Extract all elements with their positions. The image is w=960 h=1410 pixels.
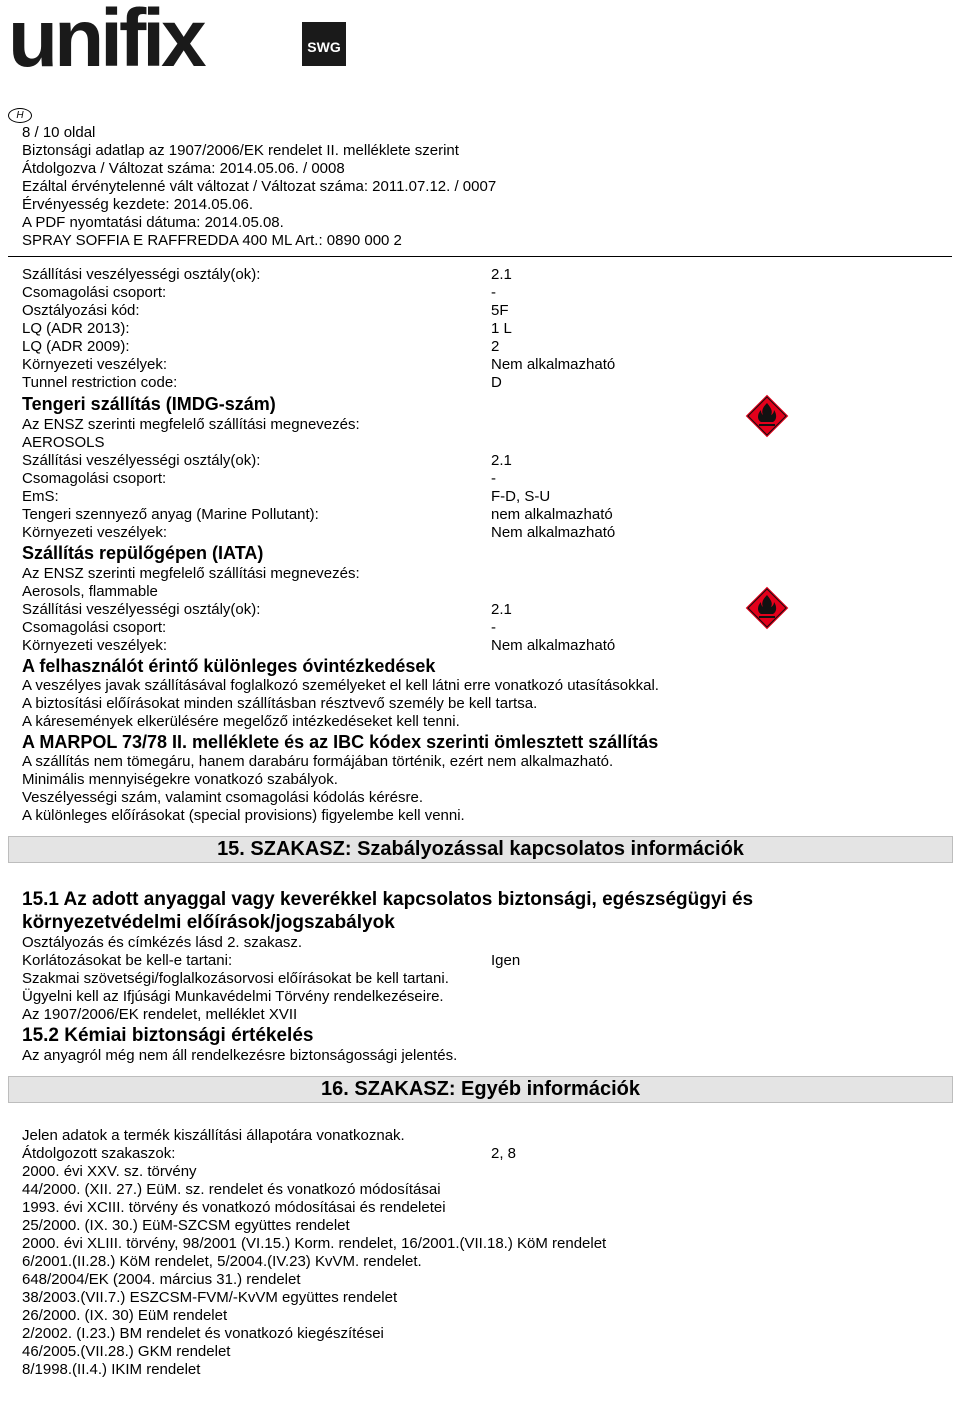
adr-label: Csomagolási csoport: [22,284,167,301]
unifix-logo [8,4,353,74]
adr-value: 2.1 [491,266,512,283]
adr-label: Szállítási veszélyességi osztály(ok): [22,266,261,283]
imdg-label: Környezeti veszélyek: [22,524,168,541]
marpol-line: A szállítás nem tömegáru, hanem darabáru formájában történik, ezért nem alkalmazható. [22,753,614,770]
revised-sections-value: 2, 8 [491,1145,517,1162]
precautions-heading: A felhasználót érintő különleges óvintézkedések [22,656,436,676]
regulation-line: Az 1907/2006/EK rendelet, melléklet XVII [22,1006,298,1023]
subsection-15-2-heading: 15.2 Kémiai biztonsági értékelés [22,1025,314,1046]
imdg-label: Tengeri szennyező anyag (Marine Pollutant): [22,506,319,523]
imdg-value: - [491,470,496,487]
law-line: 8/1998.(II.4.) IKIM rendelet [22,1361,201,1378]
adr-label: Tunnel restriction code: [22,374,178,391]
imdg-value: Nem alkalmazható [491,524,616,541]
safety-assessment-note: Az anyagról még nem áll rendelkezésre biztonságossági jelentés. [22,1047,458,1064]
adr-value: - [491,284,496,301]
section-15-bar: 15. SZAKASZ: Szabályozással kapcsolatos információk [8,836,953,863]
swg-emblem [302,22,346,66]
imdg-name-value: AEROSOLS [22,434,105,451]
iata-label: Csomagolási csoport: [22,619,167,636]
marpol-line: Veszélyességi szám, valamint csomagolási kódolás kérésre. [22,789,424,806]
restriction-label: Korlátozásokat be kell-e tartani: [22,952,233,969]
adr-value: 1 L [491,320,512,337]
marpol-heading: A MARPOL 73/78 II. melléklete és az IBC kódex szerinti ömlesztett szállítás [22,732,659,752]
flammable-gas-pictogram-icon [744,393,790,439]
adr-value: 5F [491,302,509,319]
law-line: 648/2004/EK (2004. március 31.) rendelet [22,1271,301,1288]
marpol-line: A különleges előírásokat (special provisions) figyelembe kell venni. [22,807,465,824]
imdg-value: 2.1 [491,452,512,469]
regulation-line: Ügyelni kell az Ifjúsági Munkavédelmi Törvény rendelkezéseire. [22,988,444,1005]
language-badge: H [8,108,32,123]
law-line: 26/2000. (IX. 30) EüM rendelet [22,1307,228,1324]
iata-label: Környezeti veszélyek: [22,637,168,654]
adr-value: Nem alkalmazható [491,356,616,373]
iata-heading: Szállítás repülőgépen (IATA) [22,543,264,563]
adr-label: LQ (ADR 2009): [22,338,130,355]
iata-name-value: Aerosols, flammable [22,583,158,600]
imdg-value: nem alkalmazható [491,506,613,523]
adr-label: Környezeti veszélyek: [22,356,168,373]
validity-line: Érvényesség kezdete: 2014.05.06. [22,196,253,213]
revision-line: Átdolgozva / Változat száma: 2014.05.06. / 0008 [22,160,345,177]
flammable-gas-pictogram-icon [744,585,790,631]
iata-value: Nem alkalmazható [491,637,616,654]
iata-value: - [491,619,496,636]
law-line: 2000. évi XXV. sz. törvény [22,1163,197,1180]
imdg-name-label: Az ENSZ szerinti megfelelő szállítási megnevezés: [22,416,360,433]
adr-value: D [491,374,502,391]
law-line: 25/2000. (IX. 30.) EüM-SZCSM együttes rendelet [22,1217,350,1234]
imdg-value: F-D, S-U [491,488,551,505]
iata-name-label: Az ENSZ szerinti megfelelő szállítási megnevezés: [22,565,360,582]
imdg-label: Csomagolási csoport: [22,470,167,487]
imdg-label: EmS: [22,488,59,505]
adr-value: 2 [491,338,500,355]
logo-text: unifix [8,4,203,74]
imdg-label: Szállítási veszélyességi osztály(ok): [22,452,261,469]
superseded-line: Ezáltal érvénytelenné vált változat / Változat száma: 2011.07.12. / 0007 [22,178,497,195]
iata-value: 2.1 [491,601,512,618]
svg-text:SWG: SWG [307,39,341,55]
regulation-line: Szakmai szövetségi/foglalkozásorvosi előírásokat be kell tartani. [22,970,449,987]
precaution-line: A biztosítási előírásokat minden szállításban résztvevő személy be kell tartsa. [22,695,538,712]
subsection-15-1-heading-cont: környezetvédelmi előírások/jogszabályok [22,912,395,933]
header-divider [8,256,952,257]
law-line: 1993. évi XCIII. törvény és vonatkozó módosításai és rendeletei [22,1199,446,1216]
classification-note: Osztályozás és címkézés lásd 2. szakasz. [22,934,303,951]
print-date-line: A PDF nyomtatási dátuma: 2014.05.08. [22,214,284,231]
product-line: SPRAY SOFFIA E RAFFREDDA 400 ML Art.: 0890 000 2 [22,232,402,249]
law-line: 2000. évi XLIII. törvény, 98/2001 (VI.15.) Korm. rendelet, 16/2001.(VII.18.) KöM rendelet [22,1235,607,1252]
doc-title: Biztonsági adatlap az 1907/2006/EK rendelet II. melléklete szerint [22,142,459,159]
adr-label: Osztályozási kód: [22,302,140,319]
law-line: 6/2001.(II.28.) KöM rendelet, 5/2004.(IV.23) KvVM. rendelet. [22,1253,422,1270]
law-line: 38/2003.(VII.7.) ESZCSM-FVM/-KvVM együttes rendelet [22,1289,398,1306]
restriction-value: Igen [491,952,521,969]
law-line: 44/2000. (XII. 27.) EüM. sz. rendelet és vonatkozó módosításai [22,1181,441,1198]
law-line: 46/2005.(VII.28.) GKM rendelet [22,1343,231,1360]
marpol-line: Minimális mennyiségekre vonatkozó szabályok. [22,771,338,788]
revised-sections-label: Átdolgozott szakaszok: [22,1145,176,1162]
section-16-bar: 16. SZAKASZ: Egyéb információk [8,1076,953,1103]
adr-label: LQ (ADR 2013): [22,320,130,337]
page-number: 8 / 10 oldal [22,124,96,141]
other-info-intro: Jelen adatok a termék kiszállítási állapotára vonatkoznak. [22,1127,405,1144]
precaution-line: A veszélyes javak szállításával foglalkozó személyeket el kell látni erre vonatkozó utasításokkal. [22,677,659,694]
imdg-heading: Tengeri szállítás (IMDG-szám) [22,394,276,414]
precaution-line: A káresemények elkerülésére megelőző intézkedéseket kell tenni. [22,713,460,730]
iata-label: Szállítási veszélyességi osztály(ok): [22,601,261,618]
law-line: 2/2002. (I.23.) BM rendelet és vonatkozó kiegészítései [22,1325,384,1342]
subsection-15-1-heading: 15.1 Az adott anyaggal vagy keverékkel kapcsolatos biztonsági, egészségügyi és [22,889,754,910]
